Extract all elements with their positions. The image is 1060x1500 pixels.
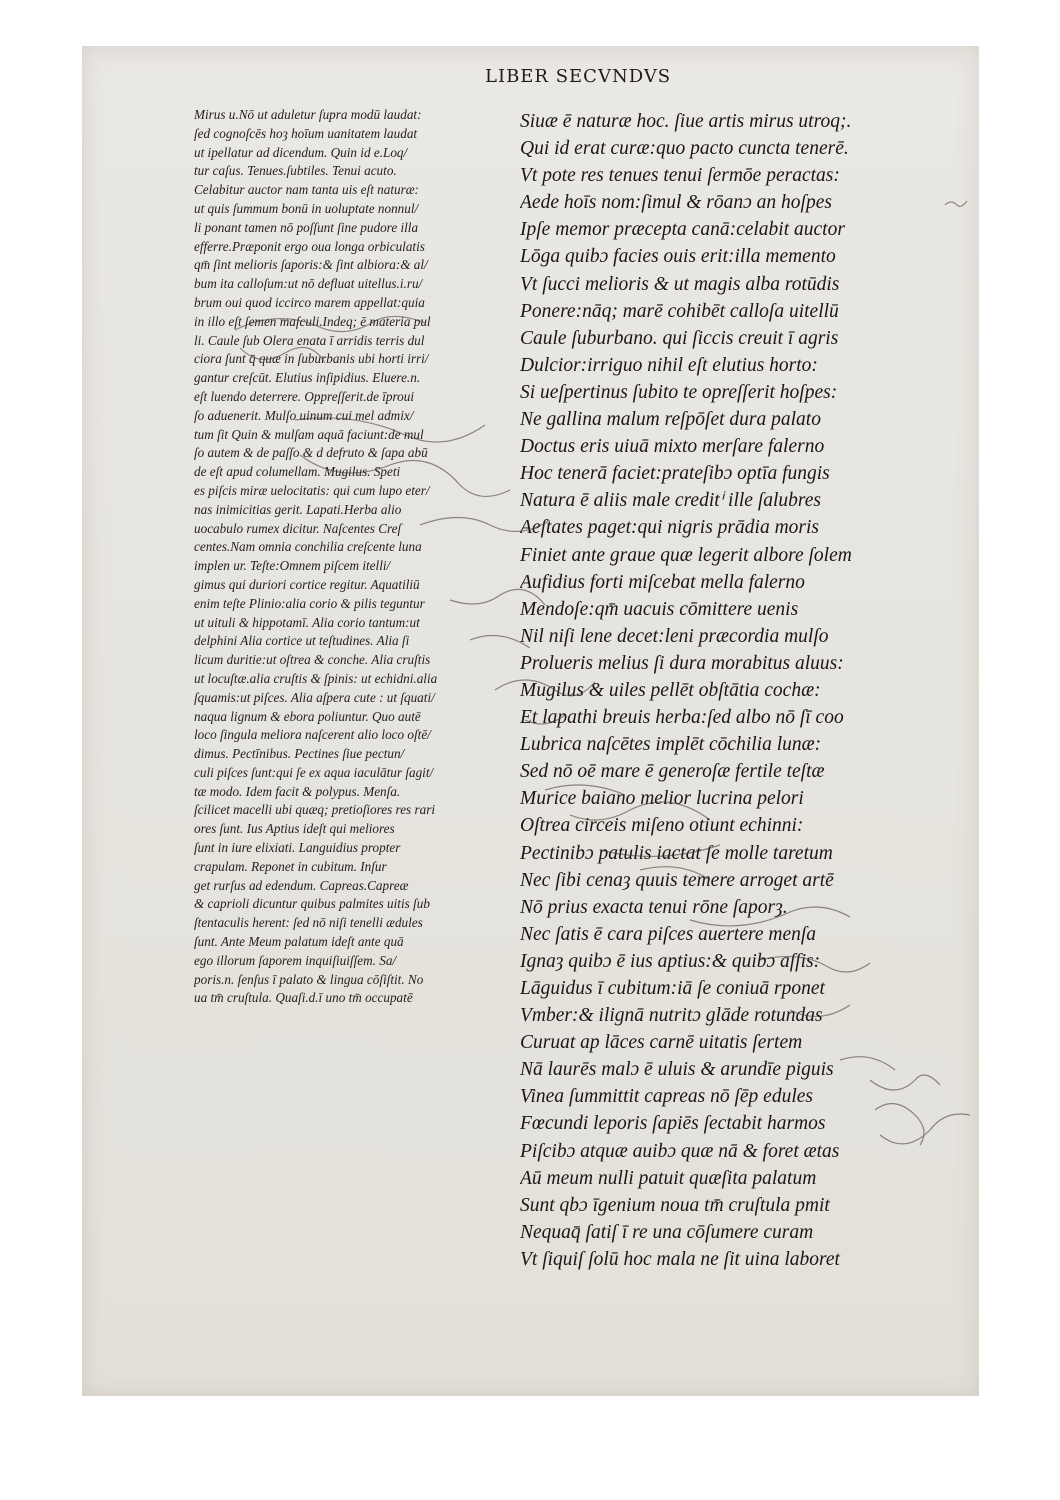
- verse-line: Si ueſpertinus ſubito te opreſſerit hoſpes:: [520, 381, 838, 403]
- verse-line: Lubrica naſcētes implēt cōchilia lunæ:: [520, 734, 822, 756]
- verse-line: Vmber:& ilignā nutritɔ glāde rotundas: [520, 1005, 823, 1027]
- verse-line: Aū meum nulli patuit quæſita palatum: [520, 1167, 817, 1189]
- commentary-line: ego illorum ſaporem inquiſiuiſſem. Sa/: [194, 952, 397, 968]
- verse-line: Nil niſi lene decet:leni præcordia mulſo: [520, 625, 829, 647]
- verse-line: Siuæ ē naturæ hoc. ſiue artis mirus utroq;.: [520, 111, 852, 132]
- verse-line: Ponere:nāq; marē cohibēt calloſa uitellū: [520, 300, 839, 322]
- commentary-line: ut uituli & hippotamī. Alia corio tantum:ut: [194, 614, 420, 630]
- commentary-line: ſquamis:ut piſces. Alia aſpera cute : ut ſquati/: [194, 689, 435, 705]
- verse-line: Nequaq̄ ſatiſ ī re una cōſumere curam: [520, 1221, 814, 1243]
- commentary-line: tur caſus. Tenues.ſubtiles. Tenui acuto.: [194, 163, 397, 179]
- commentary-line: culi piſces ſunt:qui ſe ex aqua iaculātur ſagit/: [194, 764, 434, 780]
- verse-line: Lāguidus ī cubitum:iā ſe coniuā rponet: [520, 978, 825, 999]
- commentary-line: implen ur. Teſte:Omnem piſcem itelli/: [194, 558, 391, 574]
- commentary-line: naqua lignum & ebora poliuntur. Quo autē: [194, 708, 421, 724]
- commentary-line: ua tm̄ cruſtula. Quaſi.d.ī uno tm̄ occupatē: [194, 990, 413, 1006]
- verse-line: Nec ſatis ē cara piſces auertere menſa: [520, 923, 817, 945]
- verse-line: Sed nō oē mare ē generoſæ fertile teſtæ: [520, 761, 825, 783]
- commentary-line: loco ſingula meliora naſcerent alio loco oſtē/: [194, 727, 431, 743]
- commentary-line: delphini Alia cortice ut teſtudines. Alia ſi: [194, 633, 410, 649]
- verse-line: Vt ſiquiſ ſolū hoc mala ne ſit uina laboret: [520, 1248, 840, 1270]
- verse-line: Ipſe memor præcepta canā:celabit auctor: [520, 219, 845, 241]
- commentary-line: bum ita calloſum:ut nō defluat uitellus.i.ru/: [194, 276, 423, 292]
- verse-line: Caule ſuburbano. qui ſiccis creuit ī agris: [520, 327, 839, 349]
- verse-line: Nō prius exacta tenui rōne ſaporȝ.: [520, 896, 788, 918]
- verse-line: Dulcior:irriguo nihil eſt elutius horto:: [520, 354, 818, 376]
- verse-line: Ne gallina malum reſpōſet dura palato: [520, 409, 821, 431]
- commentary-line: Celabitur auctor nam tanta uis eſt naturæ:: [194, 182, 419, 198]
- commentary-column: [194, 106, 524, 1008]
- verse-column: [520, 108, 930, 1273]
- verse-line: Murice baiano melior lucrina pelori: [520, 788, 804, 810]
- commentary-line: ciora ſunt q̄ quæ in ſuburbanis ubi horti irri/: [194, 351, 429, 367]
- commentary-line: dimus. Pectīnibus. Pectines ſiue pectun/: [194, 746, 405, 762]
- commentary-line: get rurſus ad edendum. Capreas.Capreæ: [194, 877, 409, 893]
- verse-line: Finiet ante graue quæ legerit albore ſolem: [520, 544, 852, 566]
- commentary-line: tum ſit Quin & mulſam aquā faciunt:de mul: [194, 426, 424, 442]
- verse-line: Lōga quibɔ facies ouis erit:illa memento: [520, 246, 836, 268]
- verse-line: Sunt qbɔ īgenium noua tm̄ cruſtula pmit: [520, 1194, 830, 1216]
- commentary-line: efferre.Præponit ergo oua longa orbiculatis: [194, 238, 425, 254]
- commentary-line: in illo eſt ſemen maſculi.Indeq; ē materia pul: [194, 313, 431, 329]
- verse-line: Aufidius forti miſcebat mella falerno: [520, 571, 805, 593]
- commentary-line: tæ modo. Idem facit & polypus. Menſa.: [194, 783, 401, 799]
- commentary-line: de eſt apud columellam. Mugilus. Speti: [194, 464, 401, 480]
- commentary-line: gantur creſcūt. Elutius inſipidius. Eluere.n.: [194, 370, 421, 386]
- commentary-line: qm̄ ſint melioris ſaporis:& ſint albiora:& al/: [194, 257, 428, 273]
- verse-line: Vinea ſummittit capreas nō ſēp edules: [520, 1086, 813, 1108]
- verse-line: Oſtrea circeis miſeno otiunt echinni:: [520, 815, 804, 837]
- commentary-line: licum duritie:ut oſtrea & conche. Alia cruſtis: [194, 652, 431, 668]
- verse-line: Ignaȝ quibɔ ē ius aptius:& quibɔ aſſis:: [520, 950, 821, 972]
- verse-line: Prolueris melius ſi dura morabitus aluus:: [520, 652, 844, 674]
- verse-line: Vt ſucci melioris & ut magis alba rotūdis: [520, 273, 840, 295]
- commentary-line: li. Caule ſub Olera enata ī arridis terris dul: [194, 332, 425, 348]
- verse-line: Nec ſibi cenaȝ quuis temere arroget artē: [520, 869, 834, 891]
- verse-line: Vt pote res tenues tenui ſermōe peractas:: [520, 165, 840, 187]
- commentary-line: crapulam. Reponet in cubitum. Inſur: [194, 858, 387, 874]
- commentary-line: ores ſunt. Ius Aptius ideſt qui meliores: [194, 821, 395, 837]
- commentary-line: nas inimicitias gerit. Lapati.Herba alio: [194, 501, 402, 517]
- verse-line: Aede hoīs nom:ſimul & rōanɔ an hoſpes: [520, 192, 832, 214]
- verse-line: Piſcibɔ atquæ auibɔ quæ nā & foret ætas: [520, 1140, 840, 1162]
- commentary-line: brum oui quod iccirco marem appellat:quia: [194, 294, 425, 310]
- commentary-line: uocabulo rumex dicitur. Naſcentes Creſ: [194, 520, 402, 536]
- commentary-line: ſcilicet macelli ubi quæq; pretioſiores res rari: [194, 802, 436, 818]
- commentary-line: ſed cognoſcēs hoȝ hoīum uanitatem laudat: [194, 125, 418, 141]
- commentary-line: gimus qui duriori cortice regitur. Aquatiliū: [194, 576, 420, 592]
- commentary-line: eſt luendo deterrere. Oppreſſerit.de īproui: [194, 388, 414, 404]
- verse-line: Mugilus & uiles pellēt obſtātia cochæ:: [520, 679, 821, 701]
- verse-line: Pectinibɔ patulis iactat ſe molle taretum: [520, 842, 833, 864]
- commentary-line: ſtentaculis herent: ſed nō niſi tenelli ædules: [194, 915, 423, 931]
- commentary-line: ut ipellatur ad dicendum. Quin id e.Loq/: [194, 144, 408, 160]
- running-title: LIBER SECVNDVS: [485, 66, 672, 87]
- verse-line: Et lapathi breuis herba:ſed albo nō ſī coo: [520, 707, 844, 729]
- verse-line: Natura ē aliis male creditⁱ ille ſalubres: [520, 490, 822, 512]
- commentary-line: li ponant tamen nō poſſunt ſine pudore illa: [194, 219, 419, 235]
- verse-line: Mendoſe:qm̄ uacuis cōmittere uenis: [520, 598, 799, 620]
- verse-line: Hoc tenerā faciet:prateſibɔ optīa fungis: [520, 463, 830, 485]
- commentary-line: ut locuſtæ.alia cruſtis & ſpinis: ut echidni.alia: [194, 670, 438, 686]
- commentary-line: ſo aduenerit. Mulſo uinum cui mel admix/: [194, 407, 414, 423]
- commentary-line: enim teſte Plinio:alia corio & pilis teguntur: [194, 595, 425, 611]
- verse-line: Nā laurēs malɔ ē uluis & arundīe piguis: [520, 1059, 834, 1081]
- verse-line: Aeſtates paget:qui nigris prādia moris: [520, 517, 819, 539]
- commentary-line: centes.Nam omnia conchilia creſcente luna: [194, 539, 422, 555]
- commentary-line: ut quis ſummum bonū in uoluptate nonnul/: [194, 200, 419, 216]
- commentary-line: poris.n. ſenſus ī palato & lingua cōſiſtit. No: [194, 971, 424, 987]
- verse-line: Qui id erat curæ:quo pacto cuncta tenerē.: [520, 138, 849, 160]
- commentary-line: es piſcis miræ uelocitatis: qui cum lupo eter/: [194, 482, 430, 498]
- verse-line: Doctus eris uiuā mixto merſare falerno: [520, 436, 825, 458]
- commentary-line: ſo autem & de paſſo & d defruto & ſapa abū: [194, 445, 428, 461]
- commentary-line: ſunt in iure elixiati. Languidius propter: [194, 840, 401, 856]
- commentary-line: & caprioli dicuntur quibus palmites uitis ſub: [194, 896, 430, 912]
- commentary-line: ſunt. Ante Meum palatum ideſt ante quā: [194, 934, 404, 950]
- verse-line: Fœcundi leporis ſapiēs ſectabit harmos: [520, 1113, 826, 1135]
- verse-line: Curuat ap lāces carnē uitatis ſertem: [520, 1032, 803, 1054]
- commentary-line: Mirus u.Nō ut aduletur ſupra modū laudat:: [194, 107, 422, 122]
